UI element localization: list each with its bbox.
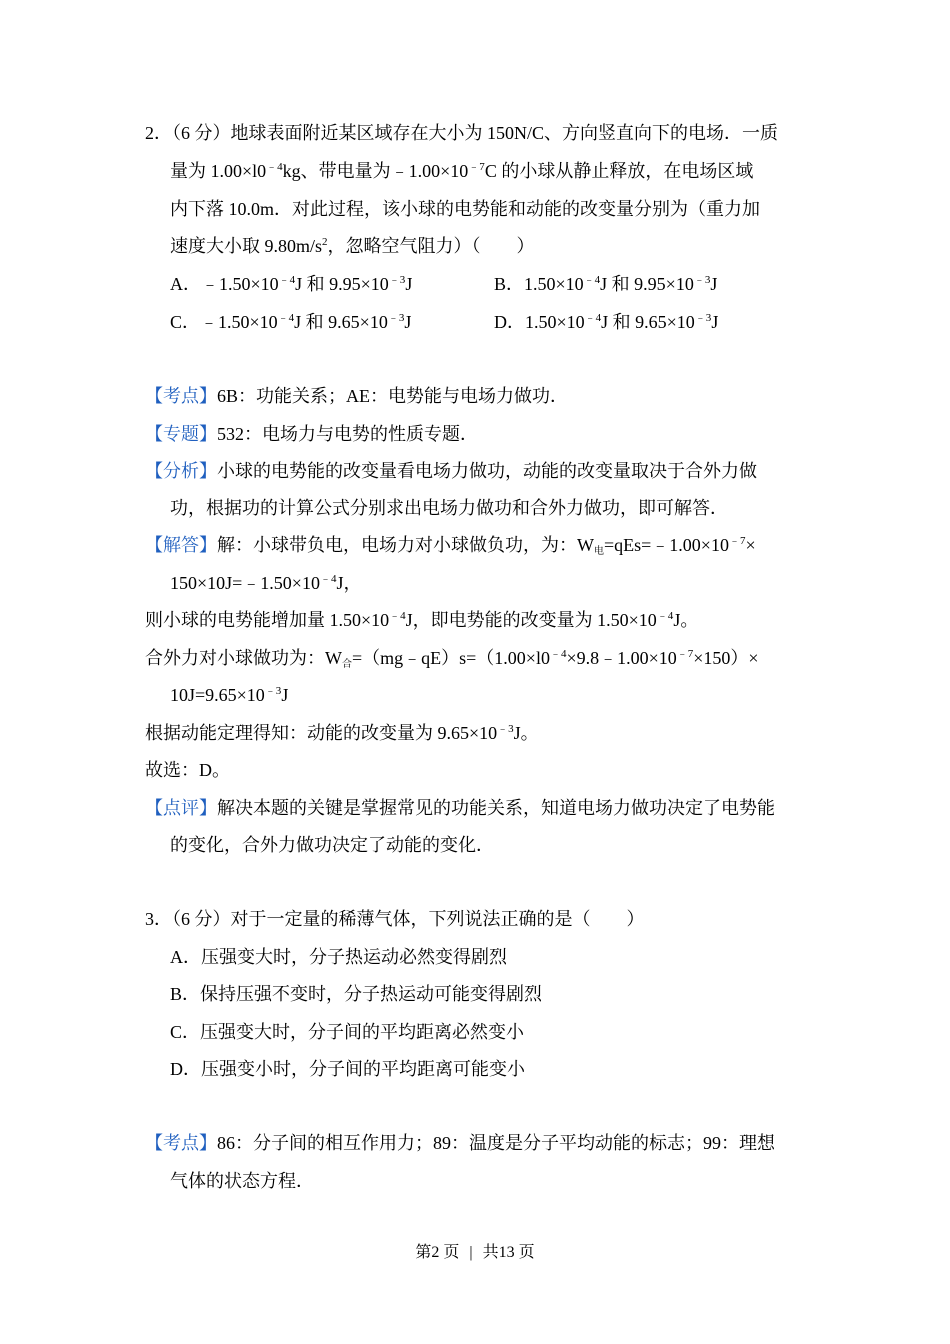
q3-option-d: D．压强变小时，分子间的平均距离可能变小 (170, 1059, 525, 1079)
q3-option-a: A．压强变大时，分子热运动必然变得剧烈 (170, 947, 507, 967)
q2-dianping-line-2: 的变化，合外力做功决定了动能的变化． (170, 835, 494, 855)
q2-option-b: B．$1.50\times 10^{﹣4}J$ 和 $9.95\times 10^{﹣3}J$ (494, 274, 718, 294)
page-footer (0, 1242, 950, 1264)
jieda-tag: 【解答】 (145, 535, 217, 555)
q2-stem-line-4: 速度大小取 $9.80m/s^2$，忽略空气阻力）（ ） (170, 236, 535, 256)
q3-stem: 3．（6 分）对于一定量的稀薄气体，下列说法正确的是（ ） (145, 909, 645, 929)
q2-kaodian: 【考点】6B：功能关系；AE：电势能与电场力做功． (145, 386, 568, 406)
q2-stem-line-3: 内下落 10.0m．对此过程，该小球的电势能和动能的改变量分别为（重力加 (170, 199, 760, 219)
q2-number: 2． (145, 123, 172, 143)
q2-score: （6 分） (172, 123, 231, 143)
q2-jieda-line-2: $150\times 10J=﹣1.50\times 10^{﹣4}J$， (170, 573, 362, 593)
page-number: 第2 页 (415, 1244, 460, 1261)
q2-jieda-line-1: 【解答】解：小球带负电，电场力对小球做负功，为：$W_电=qEs=﹣1.00\times 10^{﹣7}\times$ (145, 535, 756, 557)
q2-zhuanti: 【专题】532：电场力与电势的性质专题． (145, 424, 478, 444)
q2-jieda-line-6: 根据动能定理得知：动能的改变量为 $9.65\times 10^{﹣3}J$。 (145, 723, 539, 743)
q2-option-c: C．$﹣1.50\times 10^{﹣4}J$ 和 $9.65\times 10^{﹣3}J$ (170, 312, 412, 332)
q2-jieda-line-3: 则小球的电势能增加量 $1.50\times 10^{﹣4}J$，即电势能的改变量为 $1.50\times 10^{﹣4}J$。 (145, 610, 699, 630)
dianping-tag: 【点评】 (145, 798, 217, 818)
q2-stem-line-2: 量为 $1.00\times l0^{﹣4}kg$、带电量为$﹣1.00\times 10^{﹣7}C$ 的小球从静止释放，在电场区域 (170, 161, 754, 181)
q3-kaodian-line-1: 【考点】86：分子间的相互作用力；89：温度是分子平均动能的标志；99：理想 (145, 1133, 775, 1153)
q2-fenxi-line-1: 【分析】小球的电势能的改变量看电场力做功，动能的改变量取决于合外力做 (145, 461, 757, 481)
page-total: 共13 页 (482, 1244, 535, 1261)
zhuanti-tag: 【专题】 (145, 424, 217, 444)
q3-option-c: C．压强变大时，分子间的平均距离必然变小 (170, 1022, 525, 1042)
q2-jieda-line-7: 故选：D。 (145, 760, 230, 780)
kaodian-tag: 【考点】 (145, 1133, 217, 1153)
q2-fenxi-line-2: 功，根据功的计算公式分别求出电场力做功和合外力做功，即可解答． (170, 498, 728, 518)
q2-option-d: D．$1.50\times 10^{﹣4}J$ 和 $9.65\times 10^{﹣3}J$ (494, 312, 719, 332)
fenxi-tag: 【分析】 (145, 461, 217, 481)
q2-jieda-line-5: $10J=9.65\times 10^{﹣3}J$ (170, 685, 289, 705)
q2-jieda-line-4: 合外力对小球做功为：$W_合=(mg﹣qE)s=(1.00\times l0^{﹣4}\times 9.8﹣1.00\times 10^{﹣7}\times 150)\times$ (145, 648, 759, 670)
q2-stem-line-1: 2．（6 分）地球表面附近某区域存在大小为 150N/C、方向竖直向下的电场．一质 (145, 123, 779, 143)
q3-option-b: B．保持压强不变时，分子热运动可能变得剧烈 (170, 984, 543, 1004)
kaodian-tag: 【考点】 (145, 386, 217, 406)
q3-kaodian-line-2: 气体的状态方程． (170, 1171, 314, 1191)
footer-separator: | (469, 1244, 473, 1261)
q2-option-a: A．$﹣1.50\times 10^{﹣4}J$ 和 $9.95\times 10^{﹣3}J$ (170, 274, 413, 294)
q2-dianping-line-1: 【点评】解决本题的关键是掌握常见的功能关系，知道电场力做功决定了电势能 (145, 798, 775, 818)
